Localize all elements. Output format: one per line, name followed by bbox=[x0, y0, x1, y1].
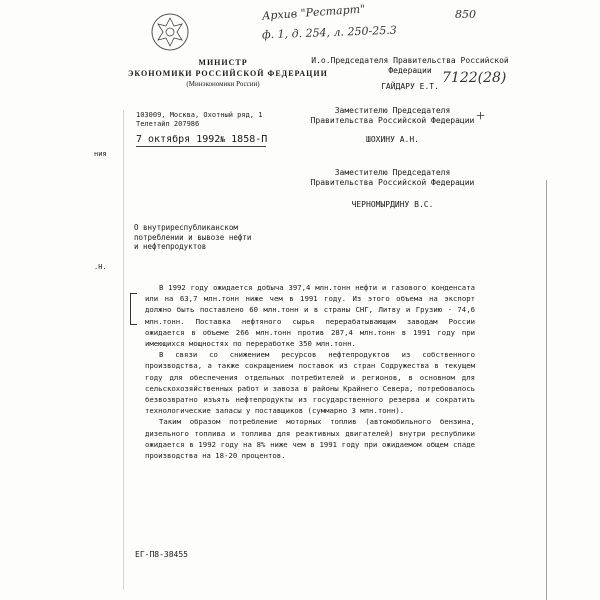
subject-line: и нефтепродуктов bbox=[134, 242, 207, 251]
ministry-name: ЭКОНОМИКИ РОССИЙСКОЙ ФЕДЕРАЦИИ bbox=[128, 69, 328, 78]
ministry-title: МИНИСТР bbox=[198, 58, 248, 67]
recipient-name: ГАЙДАРУ Е.Т. bbox=[381, 82, 439, 91]
document-date-number bbox=[136, 134, 267, 145]
document-subject bbox=[134, 223, 251, 252]
ministry-address bbox=[136, 111, 262, 129]
recipient-title: Заместителю Председателя Правительства Российской Федерации bbox=[310, 106, 475, 125]
subject-line: потреблении и вывозе нефти bbox=[134, 232, 252, 242]
body-paragraph: В 1992 году ожидается добыча 397,4 млн.тонн нефти и газового конденсата или на 63,7 млн.тонн ниже чем в 1991 году. Из этого объема на экспорт должно быть поставлено 60 млн.тонн и в страны СНГ, Литву и Грузию - 74,6 млн.тонн. Поставка нефтяного сырья перерабатывающим заводам России ожидается в объеме 266 млн.тонн против 287,4 млн.тонн в 1991 году при имеющихся мощностях по переработке 350 млн.тонн. bbox=[145, 283, 475, 349]
number-sign: № bbox=[220, 135, 226, 144]
recipient-2 bbox=[310, 106, 475, 145]
scan-edge-left bbox=[123, 110, 124, 590]
date-underline bbox=[136, 146, 266, 147]
body-paragraph: Таким образом потребление моторных топлив (автомобильного бензина, дизельного топлива и топлива для реактивных двигателей) внутри республики ожидается в 1992 году на 8% ниже чем в 1991 году при ожидаемом общем спаде производства на 18-20 процентов. bbox=[145, 417, 475, 461]
subject-line: О внутриреспубликанском bbox=[134, 223, 238, 232]
teletype-line: Телетайп 207986 bbox=[136, 120, 200, 128]
document-number: 1858-П bbox=[231, 134, 268, 145]
recipient-3 bbox=[310, 168, 475, 210]
recipient-title: И.о.Председателя Правительства Российской Федерации bbox=[311, 56, 509, 75]
recipient-title: Заместителю Председателя Правительства Российской Федерации bbox=[310, 168, 475, 187]
handwritten-reference: 7122(28) bbox=[442, 70, 507, 86]
footer-registration-code: ЕГ-П8-38455 bbox=[135, 550, 188, 559]
recipient-name: ШОХИНУ А.Н. bbox=[366, 135, 419, 144]
ministry-abbr: (Минэкономики России) bbox=[186, 80, 260, 88]
ministry-header bbox=[128, 57, 328, 90]
margin-bracket bbox=[130, 293, 137, 325]
body-paragraph: В связи со снижением ресурсов нефтепродуктов из собственного производства, а также сокращением поставок из стран Содружества в текущем году для обеспечения отдельных потребителей и регионов, в основном для сельскохозяйственных работ и завоза в районы Крайнего Севера, потребовалось безвозвратно изъять нефтепродукты из государственного резерва и сократить технологические запасы у поставщиков (суммарно 3 млн.тонн). bbox=[145, 350, 475, 416]
archive-note-corner: 850 bbox=[455, 8, 476, 21]
address-line: 103009, Москва, Охотный ряд, 1 bbox=[136, 111, 263, 119]
margin-cross-mark: + bbox=[476, 108, 486, 125]
scan-edge-right bbox=[546, 180, 547, 600]
archive-note-line1: Архив "Рестарт" bbox=[261, 2, 366, 23]
document-body bbox=[145, 282, 475, 461]
document-date: 7 октября 1992 bbox=[136, 134, 221, 145]
archive-note-line2: ф. 1, д. 254, л. 250-25.3 bbox=[261, 23, 397, 42]
margin-mark-bottom: .Н. bbox=[94, 263, 107, 271]
coat-of-arms-emblem bbox=[148, 10, 192, 54]
recipient-name: ЧЕРНОМЫРДИНУ В.С. bbox=[351, 200, 434, 209]
margin-mark-top: ния bbox=[94, 150, 107, 158]
